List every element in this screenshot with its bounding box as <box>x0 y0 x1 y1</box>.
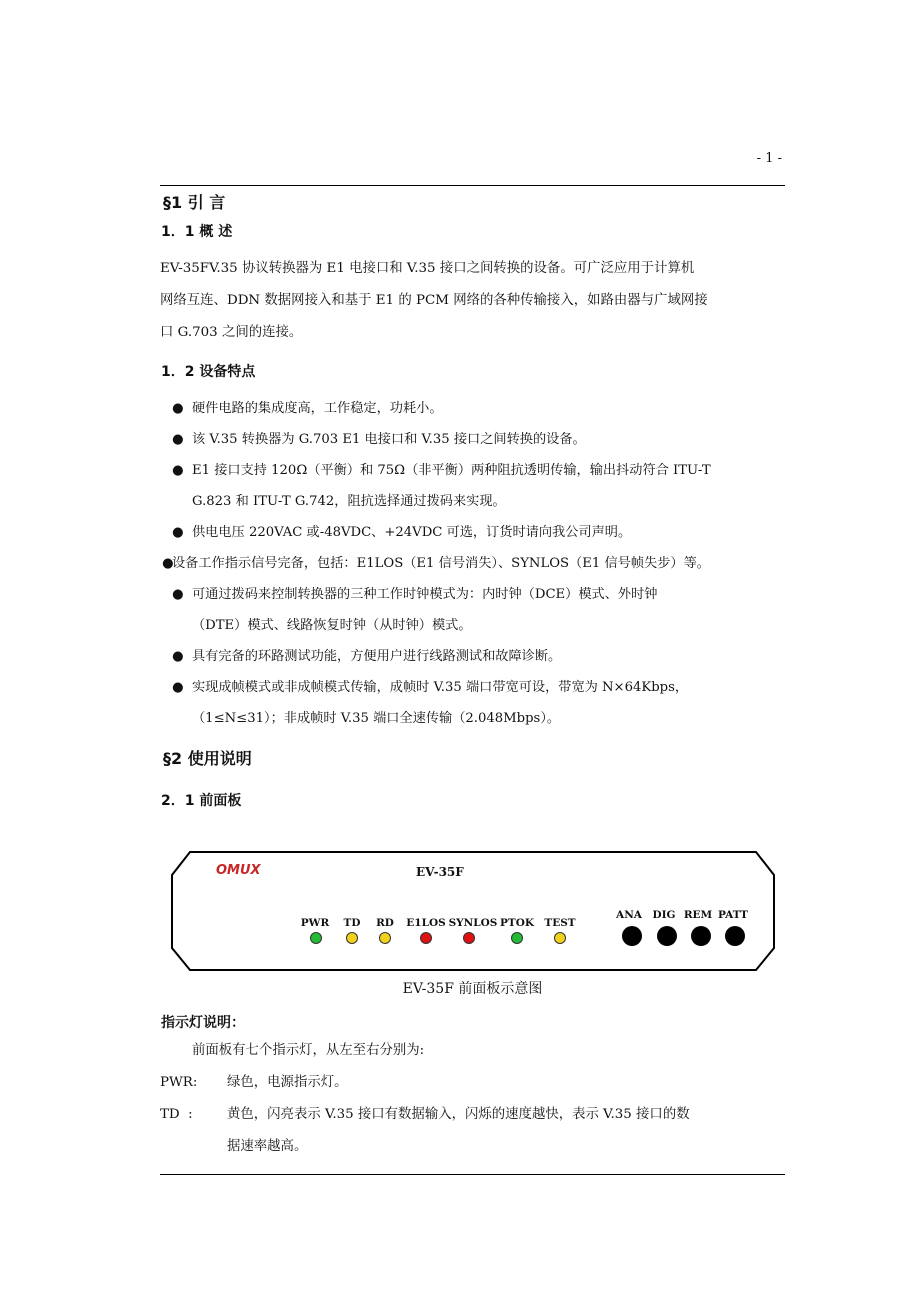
rem-button <box>691 926 711 946</box>
led-e1los <box>420 932 432 944</box>
ana-button <box>622 926 642 946</box>
led-td <box>346 932 358 944</box>
list-item: ● 供电电压 220VAC 或-48VDC、+24VDC 可选，订货时请向我公司声明。 <box>172 525 632 540</box>
button-label-rem: REM <box>683 909 713 921</box>
section1-1-title: 1．1 概 述 <box>161 224 233 240</box>
front-panel-diagram <box>170 851 776 972</box>
patt-button <box>725 926 745 946</box>
section1-2-title: 1．2 设备特点 <box>161 364 256 380</box>
led-label-rd: RD <box>376 917 394 929</box>
page-number: - 1 - <box>756 151 782 166</box>
indicator-desc-td: 黄色，闪亮表示 V.35 接口有数据输入，闪烁的速度越快，表示 V.35 接口的数 据速率越高。 <box>227 1107 690 1154</box>
list-item: ● 可通过拨码来控制转换器的三种工作时钟模式为：内时钟（DCE）模式、外时钟 （DTE）模式、线路恢复时钟（从时钟）模式。 <box>172 587 658 633</box>
footer-rule <box>160 1174 785 1175</box>
indicator-title: 指示灯说明： <box>161 1015 245 1031</box>
overview-line: 网络互连、DDN 数据网接入和基于 E1 的 PCM 网络的各种传输接入，如路由器与广域网接 <box>160 293 708 308</box>
led-label-test: TEST <box>544 917 576 929</box>
button-label-patt: PATT <box>718 909 748 921</box>
led-pwr <box>310 932 322 944</box>
indicator-intro: 前面板有七个指示灯，从左至右分别为: <box>192 1043 425 1058</box>
feature-list <box>162 393 784 734</box>
led-label-e1los: E1LOS <box>406 917 446 929</box>
overview-line: 口 G.703 之间的连接。 <box>160 325 303 340</box>
led-label-ptok: PTOK <box>500 917 534 929</box>
button-label-dig: DIG <box>652 909 676 921</box>
list-item: ● E1 接口支持 120Ω（平衡）和 75Ω（非平衡）两种阻抗透明传输，输出抖动符合 ITU-T G.823 和 ITU-T G.742，阻抗选择通过拨码来实现。 <box>172 463 711 509</box>
overview-line: EV-35FV.35 协议转换器为 E1 电接口和 V.35 接口之间转换的设备。可广泛应用于计算机 <box>160 261 695 276</box>
dig-button <box>657 926 677 946</box>
header-rule <box>160 185 785 186</box>
list-item: ● 实现成帧模式或非成帧模式传输，成帧时 V.35 端口带宽可设，带宽为 N×64Kbps， （1≤N≤31）；非成帧时 V.35 端口全速传输（2.048Mbps）。 <box>172 680 689 726</box>
led-synlos <box>463 932 475 944</box>
brand-logo: OMUX <box>216 863 261 878</box>
led-rd <box>379 932 391 944</box>
list-item: ●设备工作指示信号完备，包括：E1LOS（E1 信号消失）、SYNLOS（E1 信号帧失步）等。 <box>162 556 710 571</box>
led-ptok <box>511 932 523 944</box>
overview-paragraph <box>160 253 784 349</box>
led-label-pwr: PWR <box>300 917 330 929</box>
indicator-desc-pwr: 绿色，电源指示灯。 <box>227 1075 348 1090</box>
button-label-ana: ANA <box>616 909 642 921</box>
section1-title: §1 引 言 <box>163 193 226 212</box>
led-test <box>554 932 566 944</box>
section2-1-title: 2．1 前面板 <box>161 793 242 809</box>
list-item: ● 具有完备的环路测试功能，方便用户进行线路测试和故障诊断。 <box>172 649 562 664</box>
list-item: ● 硬件电路的集成度高，工作稳定，功耗小。 <box>172 401 443 416</box>
model-label: EV-35F <box>416 865 464 879</box>
panel-caption: EV-35F 前面板示意图 <box>402 981 543 997</box>
led-label-td: TD <box>343 917 361 929</box>
led-label-synlos: SYNLOS <box>448 917 498 929</box>
indicator-term-td: TD : <box>160 1107 193 1122</box>
section2-title: §2 使用说明 <box>163 749 252 768</box>
list-item: ● 该 V.35 转换器为 G.703 E1 电接口和 V.35 接口之间转换的设备。 <box>172 432 586 447</box>
indicator-term-pwr: PWR: <box>160 1075 198 1090</box>
